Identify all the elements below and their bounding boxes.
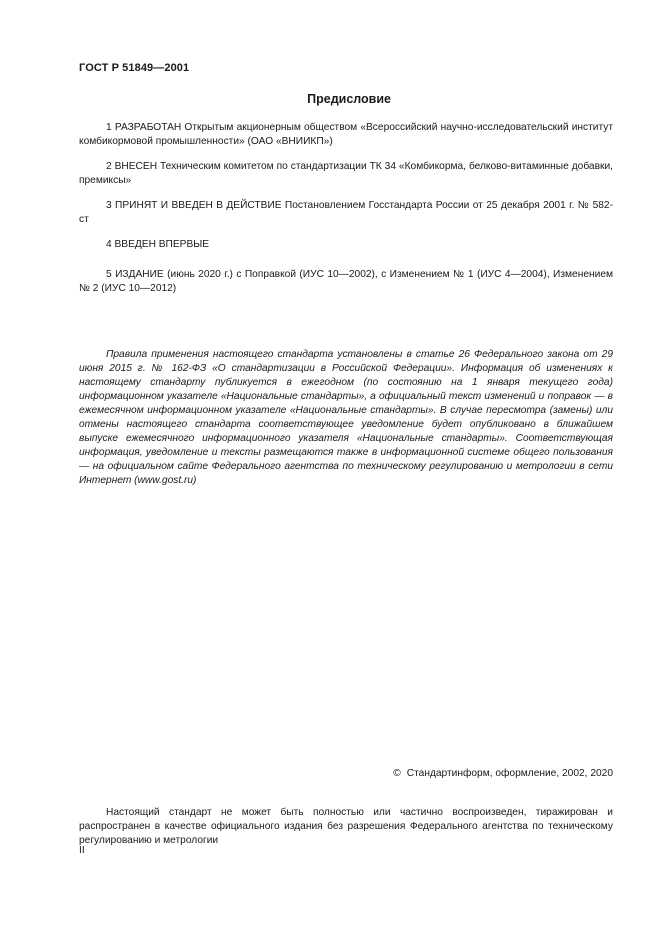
reproduction-notice: Настоящий стандарт не может быть полностью или частично воспроизведен, тиражирован и распространен в качестве официального издания без разрешения Федерального агентства по техническому регулированию и метрологии	[79, 807, 613, 847]
section-title: Предисловие	[307, 92, 391, 106]
foreword-item-5: 5 ИЗДАНИЕ (июнь 2020 г.) с Поправкой (ИУС 10—2002), с Изменением № 1 (ИУС 4—2004), Изменением № 2 (ИУС 10—2012)	[79, 269, 613, 294]
copyright-symbol: ©	[393, 768, 401, 779]
foreword-item-3: 3 ПРИНЯТ И ВВЕДЕН В ДЕЙСТВИЕ Постановлением Госстандарта России от 25 декабря 2001 г. № 582-ст	[79, 200, 613, 225]
application-rules-notice: Правила применения настоящего стандарта установлены в статье 26 Федерального закона от 29 июня 2015 г. № 162-ФЗ «О стандартизации в Российской Федерации». Информация об изменениях к настоящему стандарту публикуется в ежегодном (по состоянию на 1 января текущего года) информационном указателе «Национальные стандарты», а официальный текст изменений и поправок — в ежемесячном информационном указателе «Национальные стандарты». В случае пересмотра (замены) или отмены настоящего стандарта соответствующее уведомление будет опубликовано в ближайшем выпуске ежемесячного информационного указателя «Национальные стандарты». Соответствующая информация, уведомление и тексты размещаются также в информационной системе общего пользования — на официальном сайте Федерального агентства по техническому регулированию и метрологии в сети Интернет (www.gost.ru)	[79, 349, 613, 487]
copyright-line	[79, 768, 613, 779]
standard-code: ГОСТ Р 51849—2001	[79, 62, 190, 74]
foreword-items	[79, 121, 613, 307]
foreword-item-4: 4 ВВЕДЕН ВПЕРВЫЕ	[106, 239, 210, 250]
foreword-item-2: 2 ВНЕСЕН Техническим комитетом по стандартизации ТК 34 «Комбикорма, белково-витаминные добавки, премиксы»	[79, 161, 613, 186]
foreword-item-1: 1 РАЗРАБОТАН Открытым акционерным обществом «Всероссийский научно-исследовательский институт комбикормовой промышленности» (ОАО «ВНИИКП»)	[79, 122, 613, 147]
copyright-text: Стандартинформ, оформление, 2002, 2020	[406, 768, 613, 779]
page-number: II	[79, 845, 85, 856]
